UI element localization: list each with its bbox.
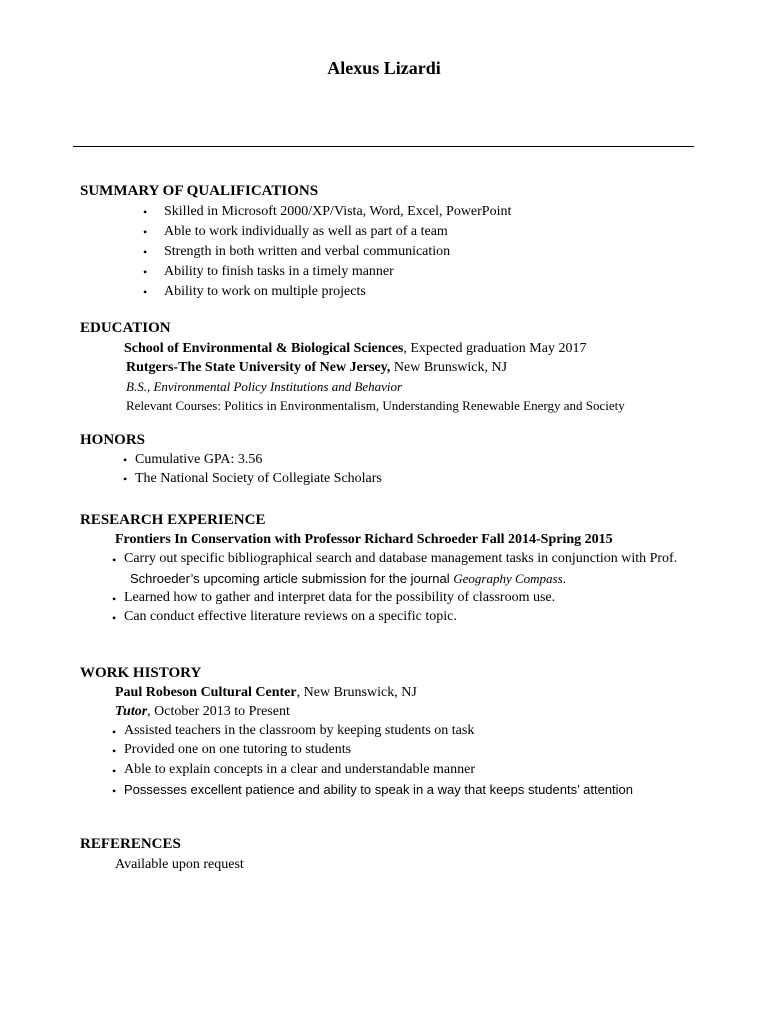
work-employer-line bbox=[115, 684, 417, 702]
bullet-icon: • bbox=[143, 205, 148, 219]
school-name: School of Environmental & Biological Sciences bbox=[124, 341, 404, 356]
list-item: Able to work individually as well as part of a team bbox=[164, 224, 448, 239]
work-heading: WORK HISTORY bbox=[80, 665, 202, 681]
period: . bbox=[562, 571, 567, 586]
bullet-icon: • bbox=[112, 725, 117, 739]
list-item: Ability to finish tasks in a timely manner bbox=[164, 264, 394, 279]
list-item: Skilled in Microsoft 2000/XP/Vista, Word, Excel, PowerPoint bbox=[164, 204, 512, 219]
university-location: New Brunswick, NJ bbox=[390, 360, 508, 375]
list-item-text: Schroeder’s upcoming article submission for the journal bbox=[130, 571, 454, 586]
resume-name: Alexus Lizardi bbox=[327, 58, 441, 78]
bullet-icon: • bbox=[112, 784, 117, 798]
list-item-continuation bbox=[130, 570, 566, 588]
list-item: Carry out specific bibliographical search and database management tasks in conjunction with Prof. bbox=[124, 551, 678, 566]
bullet-icon: • bbox=[143, 225, 148, 239]
bullet-icon: • bbox=[143, 265, 148, 279]
list-item: The National Society of Collegiate Scholars bbox=[135, 471, 382, 486]
bullet-icon: • bbox=[112, 611, 117, 625]
job-title: Tutor bbox=[115, 704, 148, 719]
education-school-line bbox=[124, 340, 586, 358]
job-dates: , October 2013 to Present bbox=[147, 704, 290, 719]
list-item: Assisted teachers in the classroom by keeping students on task bbox=[124, 723, 475, 738]
university-name: Rutgers-The State University of New Jersey, bbox=[126, 360, 391, 375]
list-item: Learned how to gather and interpret data for the possibility of classroom use. bbox=[124, 590, 556, 605]
research-title: Frontiers In Conservation with Professor Richard Schroeder Fall 2014-Spring 2015 bbox=[115, 532, 613, 547]
list-item: Able to explain concepts in a clear and understandable manner bbox=[124, 762, 476, 777]
education-degree-line bbox=[126, 378, 402, 396]
relevant-courses: Relevant Courses: Politics in Environmentalism, Understanding Renewable Energy and Society bbox=[126, 398, 625, 413]
list-item: Cumulative GPA: 3.56 bbox=[135, 452, 263, 467]
bullet-icon: • bbox=[112, 764, 117, 778]
bullet-icon: • bbox=[123, 453, 128, 467]
list-item: Can conduct effective literature reviews on a specific topic. bbox=[124, 609, 457, 624]
honors-heading: HONORS bbox=[80, 432, 146, 448]
list-item: Strength in both written and verbal communication bbox=[164, 244, 451, 259]
work-role-line bbox=[115, 703, 290, 721]
bullet-icon: • bbox=[123, 472, 128, 486]
list-item: Possesses excellent patience and ability to speak in a way that keeps students’ attention bbox=[124, 782, 633, 797]
degree-major: , Environmental Policy Institutions and Behavior bbox=[146, 379, 403, 394]
journal-name: Geography Compass bbox=[453, 571, 563, 586]
bullet-icon: • bbox=[143, 285, 148, 299]
education-heading: EDUCATION bbox=[80, 320, 171, 336]
list-item: Provided one on one tutoring to students bbox=[124, 742, 352, 757]
research-heading: RESEARCH EXPERIENCE bbox=[80, 512, 266, 528]
bullet-icon: • bbox=[112, 592, 117, 606]
bullet-icon: • bbox=[112, 744, 117, 758]
degree-abbr: B.S. bbox=[126, 379, 147, 394]
bullet-icon: • bbox=[143, 245, 148, 259]
list-item: Ability to work on multiple projects bbox=[164, 284, 366, 299]
references-heading: REFERENCES bbox=[80, 836, 181, 852]
references-text: Available upon request bbox=[115, 857, 244, 872]
education-university-line bbox=[126, 359, 507, 377]
graduation-date: , Expected graduation May 2017 bbox=[403, 341, 587, 356]
summary-heading: SUMMARY OF QUALIFICATIONS bbox=[80, 183, 319, 199]
header-divider bbox=[73, 146, 694, 147]
employer-name: Paul Robeson Cultural Center bbox=[115, 685, 297, 700]
employer-location: , New Brunswick, NJ bbox=[296, 685, 417, 700]
bullet-icon: • bbox=[112, 553, 117, 567]
